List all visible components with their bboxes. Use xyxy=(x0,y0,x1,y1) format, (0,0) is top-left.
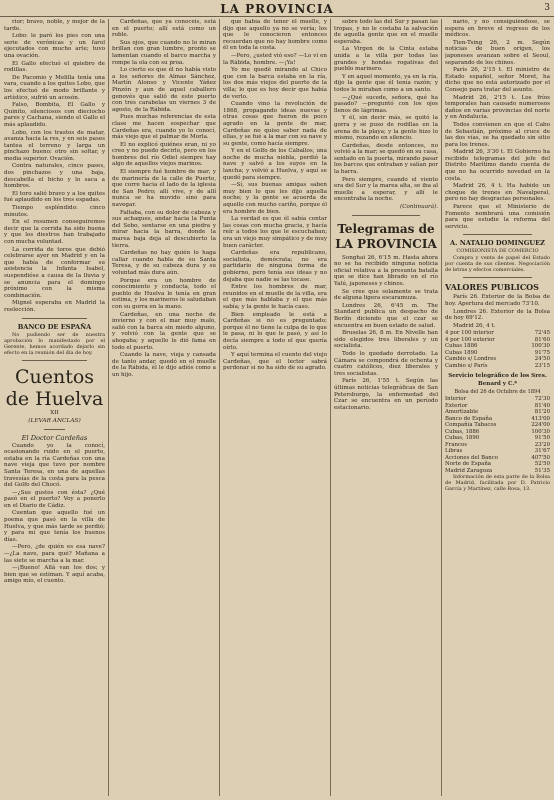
telegram: Se cree que solamente se trata de alguna ligera escaramuza. xyxy=(334,288,438,302)
service-heading: Servicio telegráfico de los Sres. Benard y C.ª xyxy=(448,373,547,388)
paragraph: De Pacomio y Melilla tenía una vara, cuando a los quites Lobo, que los efectuó de modo brillante y artístico, sufrió un acosón. xyxy=(4,74,105,101)
paragraph: nario, y no consiguiéndose, se espera en breve el regreso de los médicos. xyxy=(445,19,550,39)
row-label: Cambio s/ Londres xyxy=(445,356,497,363)
row-label: Banco de España xyxy=(445,415,493,422)
paragraph: El toro salió bravo y a los quites fué aplaudido en los tres espadas. xyxy=(4,190,105,204)
row-value: 81'60 xyxy=(534,336,550,343)
page-number: 3 xyxy=(544,3,550,13)
paragraph: Todos convienen en que el Cabo de Sebastián, próximo al cruce de las dos vías, se ha quedado sin sitio para los trenes. xyxy=(445,121,550,148)
telegram: Londres 26, 6'45 m. The Standard publica un despacho de Berlín diciendo que el czar se encuentra en buen estado de salud. xyxy=(334,302,438,329)
row-value: 407'50 xyxy=(531,454,550,461)
telegram: Bruselas 26, 8 m. En Nivelle han sido elegidos tres liberales y un socialista. xyxy=(334,330,438,350)
telegram: Songhai 26, 6'15 m. Hasta ahora no se ha recibido ninguna noticia oficial relativa a la presunta batalla que se dice han librado en el río Yalú, japoneses y chinos. xyxy=(334,254,438,287)
paragraph: Y aquí termina el cuento del viejo Cardeñas, que el lector sabrá perdonar si no ha sido de su agrado. xyxy=(223,352,327,372)
row-label: Interior xyxy=(445,396,467,403)
section-subtitle: (LEVAR ANCLAS) xyxy=(28,417,81,424)
row-value: 31'67 xyxy=(534,448,550,455)
separator xyxy=(463,277,532,278)
paragraph: La corrida de toros que debió celebrarse ayer en Madrid y en la que había de conformar su asistencia la Infanta Isabel, suspendióse a causa de la lluvia y se anuncia para el domingo próximo con la misma combinación. xyxy=(4,246,105,299)
column-2 xyxy=(112,19,216,796)
row-value: 24'50 xyxy=(534,356,550,363)
paragraph: Y él, sin decir más, se quitó la gorra y se puso de rodillas en la arena de la playa; y la gente hizo lo mismo, rezando en silencio. xyxy=(334,115,438,142)
paragraph: Madrid 26, 3'30 t. El Gobierno ha recibido telegramas del jefe del Distrito Marítimo dando cuenta de que no ha ocurrido novedad en la costa. xyxy=(445,149,550,182)
row-value: 72'45 xyxy=(534,330,550,337)
paragraph: —¿Sus gustos con ésta? ¿Qué pasó en el puerto? Voy a ponerlo en el Diario de Cádiz. xyxy=(4,489,105,509)
row-label: 4 por 100 exterior xyxy=(445,336,495,343)
paragraph: Cuando vino la revolución de 1868, propagando ideas nuevas y otras cosas que fueron de poco agrado en la gente de mar, Cardeñas no quiso saber nada de ellas, y se fué a la mar con su nave y su gente, como hacía siempre. xyxy=(223,101,327,147)
paragraph: La verdad es que él sabía contar las cosas con mucha gracia, y hacía reír a todos los que le escuchaban; era un viejo muy simpático y de muy buen carácter. xyxy=(223,216,327,249)
paragraph: Madrid 26, 4 t. Ha habido un choque de trenes en Navalperal, pero no hay desgracias personales. xyxy=(445,183,550,203)
paragraph: Contra naturales, cinco pases, dos pinchazos y una baja, descabella el bicho y lo saca a hombros. xyxy=(4,163,105,190)
paragraph: sobre todo las del Sur y pasan las tropas, y no le costaba la salvación de aquella gente que en el muelle esperaba. xyxy=(334,19,438,45)
telegram: París 26, 1'55 t. Según las últimas noticias telegráficas de San Petersburgo, la enfermedad del Czar se encuentra en un período estacionario. xyxy=(334,378,438,411)
banco-notice: No pudiendo ser de nuestra aprobación lo manifestado por el Gerente, hemos acordado dejarlo sin efecto en la reunión del día de hoy. xyxy=(4,331,105,356)
advert-title: A. NATALIO DOMINGUEZ xyxy=(449,239,545,248)
row-label: Amortizable xyxy=(445,409,479,416)
separator xyxy=(44,429,65,430)
masthead xyxy=(0,0,554,17)
paragraph: Lobo, con los trastos de matar, avanza hacia la res, y en seis pases tantea el terreno y larga un pinchazo bueno; otro sin soltar, y media superior. Ovación. xyxy=(4,129,105,162)
paragraph: Sus ojos, que cuando no lo miran brillan con gran lumbre, pronto se lamentan cuando el barco marcha y rompe la ola con su proa. xyxy=(112,39,216,66)
section-title-cuentos: Cuentos de Huelva xyxy=(5,365,104,410)
row-label: Cubas 1890 xyxy=(445,349,478,356)
column-rule xyxy=(108,19,109,796)
service-table xyxy=(445,396,550,474)
paragraph: Tien-Tsing 26, 2 m. Según noticias de buen origen, los japoneses avanzan sobre el Seoul, separando de los chinos. xyxy=(445,39,550,66)
paragraph: Lobo: le paró los pies con una serie de verónicas y un farol ejecutados con mucho arte; tuvo una ovación. xyxy=(4,33,105,59)
row-value: 23'20 xyxy=(534,441,550,448)
row-value: 224'00 xyxy=(531,422,550,429)
paragraph: Cardeñas, desde entonces, no volvió a la mar; se quedó en su casa, sentado en la puerta, mirando pasar los barcos que entraban y salían por la barra. xyxy=(334,142,438,176)
column-rule xyxy=(330,19,331,796)
column-3 xyxy=(223,19,327,796)
paragraph: El Gallo efectuó el quiebro de rodillas. xyxy=(4,60,105,74)
row-label: Madrid Zaragoza xyxy=(445,467,493,474)
separator xyxy=(463,234,532,235)
column-rule xyxy=(219,19,220,796)
row-value: 91'75 xyxy=(534,349,550,356)
paragraph: Madrid 26, 2'15 t. Los fríos temporales han causado numerosos daños en varias provincias del norte y en Andalucía. xyxy=(445,94,550,121)
paragraph: —Pero, ¿usted vió eso? —Lo vi en la Rábida, hombre. —¡Ya! xyxy=(223,52,327,66)
continued-note: (Continuará). xyxy=(400,204,438,211)
author-line: El Doctor Cardeñas xyxy=(21,433,88,442)
paragraph: —¡Bueno! Allá van los dos; y bien que se estiman. Y aquí acaba, amigo mío, el cuento. xyxy=(4,565,105,585)
column-4 xyxy=(334,19,438,796)
paragraph: Falso, Bombita, El Gallo y Quinito, silenciosos con dieciocho pares y Cachana, siendo el Gallo el más aplaudido. xyxy=(4,102,105,128)
service-subtitle: Bolsa del 26 de Octubre de 1894 xyxy=(454,389,541,396)
row-value: 81'40 xyxy=(534,402,550,409)
row-label: 4 por 100 interior xyxy=(445,330,494,337)
paragraph: Parece que el Ministerio de Fomento nombrará una comisión para que estudie la reforma del servicio. xyxy=(445,204,550,230)
paragraph: —Pero, ¿de quién es esa nave? —¿La nave, para qué? Mañana a las siete se marcha a la mar. xyxy=(4,544,105,564)
paragraph: Cuando la nave, vieja y cansada de tanto andar, quedó en el muelle de la Rábida, él le dijo adiós como a un hijo. xyxy=(112,352,216,378)
row-label: Cubas, 1890 xyxy=(445,435,480,442)
paragraph: Cuando yo la conocí, ocasionando ruido en el puerto, estaba en la ría Cardeñas con una nave vieja que tuvo por nombre Santa Teresa, en una de aquellas travesías de la costa para la pesca del Golfo del Chocó. xyxy=(4,442,105,489)
row-label: Cubas 1886 xyxy=(445,343,478,350)
paragraph: Yo me quedé mirando al Chico que con la barca estaba en la ría, los dos más viejos del puerto de la villa; lo que es hoy decir que había de verlo. xyxy=(223,67,327,100)
paragraph: Pues muchas referencias de esta clase me hacen sospechar que Cardeñas era, cuando yo lo conocí, más viejo que el palmar de Morla. xyxy=(112,114,216,141)
row-value: 413'00 xyxy=(531,415,550,422)
paragraph: Bien empleado le está a Cardeñas si no es preguntado; porque él no tiene la culpa de lo que le pasa, ni lo que le pasó, y así lo decía siempre a todo el que quería oírlo. xyxy=(223,311,327,351)
paragraph: El siempre fué hombre de mar; y de marinería de la calle de Puerto, que corre hacia el lado de la iglesia de San Pedro; allí vive, y de allí nunca se ha movido sino para navegar. xyxy=(112,169,216,209)
separator xyxy=(22,318,87,319)
row-label: Norte de España xyxy=(445,461,492,468)
row-label: Acciones del Banco xyxy=(445,454,499,461)
row-value: 100'30 xyxy=(531,428,550,435)
row-value: 81'20 xyxy=(534,409,550,416)
paragraph: Cardeñas, en una noche de invierno y con el mar muy malo, salió con la barca sin miedo alguno, y volvió con la gente que se ahogaba; y aquello le dió fama en todo el puerto. xyxy=(112,311,216,351)
paragraph: La Virgen de la Cinta estaba unida a la villa por todas las grandes y hondas rogativas del pueblo marinero. xyxy=(334,46,438,73)
paragraph: El no explicó quiénes eran, ni yo creo y no puedo decirlo, pero en los hombres del río Odiel siempre hay algo de aquellos viejos marinos. xyxy=(112,141,216,168)
row-label: Francos xyxy=(445,441,468,448)
column-5 xyxy=(445,19,550,796)
paragraph: Cardeñas no hay quién lo haga callar cuando habla de su Santa Teresa, y de su cabeza dura y su voluntad más dura aún. xyxy=(112,250,216,276)
paragraph: En el resumen conseguiremos decir que la corrida ha sido buena y que los diestros han trabajado con mucha voluntad. xyxy=(4,219,105,245)
separator xyxy=(22,360,87,361)
paragraph: —¿Qué sucede, señora, qué ha pasado? —preguntó con los ojos llenos de lágrimas. xyxy=(334,94,438,114)
paragraph: Lo cierto es que él no había visto a los señores de Almas Sánchez, Martín Alonso y Vicente Yáñez Pinzón y aun de aquel caballero genovés que salió de este puerto con tres carabelas un viernes 3 de agosto, de la Rábida. xyxy=(112,67,216,113)
telegram: Todo lo quedado derrotado. La Cámara se compondrá de ochenta y cuatro católicos, diez liberales y tres socialistas. xyxy=(334,350,438,377)
row-label: Cubas, 1886 xyxy=(445,428,480,435)
paragraph: Cardeñas, que ya conocéis, está en el puerto; allí está como un roble. xyxy=(112,19,216,39)
paragraph: Faltaba, con su dolor de cabeza y sus achaques, andar hacia la Punta del Sebo, sentarse en una piedra y mirar hacia la barra, donde la marea baja deja al descubierto la tierra. xyxy=(112,209,216,249)
paragraph: Y en el Golfo de los Caballos, una noche de mucha niebla, perdió la nave y salvó a los suyos en la lancha; y volvió a Huelva, y aquí se quedó para siempre. xyxy=(223,148,327,181)
row-value: 51'35 xyxy=(534,467,550,474)
paragraph: —Sí, sus buenas amigas saben muy bien lo que les dijo aquella noche; y la gente se acuerda de aquello con mucho cariño, porque él era hombre de bien. xyxy=(223,182,327,215)
separator xyxy=(352,215,420,216)
valores-line: Londres 26. Exterior de la Bolsa de hoy 69'12. xyxy=(445,308,550,322)
column-rule xyxy=(441,19,442,796)
paragraph: que había de tener el muelle, y dijo que aquello ya no se vería; los que le conocieron entonces recuerdan que no hay hombre como él en toda la costa. xyxy=(223,19,327,52)
paragraph: Cuentan que aquello fué un poema que pasó en la villa de Huelva, y que más tarde se perdió; y para mí que tenía los buenos días. xyxy=(4,510,105,543)
valores-table xyxy=(445,330,550,369)
row-value: 72'30 xyxy=(534,396,550,403)
newspaper-title: LA PROVINCIA xyxy=(220,2,334,16)
valores-line: Madrid 26, 4 t. xyxy=(453,322,496,329)
section-number: XII xyxy=(50,409,59,416)
row-value: 100'30 xyxy=(531,343,550,350)
advert-subtitle: COMISIONISTA DE COMERCIO xyxy=(456,248,539,255)
valores-line: París 26. Exterior de la Bolsa de hoy. Apertura del mercado 73'10. xyxy=(445,294,550,307)
paragraph: Pero siempre, cuando el viento era del Sur y la marea alta, se iba al muelle a esperar, y allí le encontraba la noche. xyxy=(334,176,438,203)
row-value: 91'50 xyxy=(534,435,550,442)
service-note: Información de esta parte de la Bolsa de Madrid, facilitada por D. Patricio García y Martínez, calle Rosa, 13. xyxy=(445,474,550,493)
paragraph: Tiempo espléndido: cinco minutos. xyxy=(4,205,105,218)
row-label: Libras xyxy=(445,448,463,455)
row-label: Exterior xyxy=(445,402,468,409)
row-label: Cambio s/ París xyxy=(445,362,488,369)
banco-heading: BANCO DE ESPAÑA xyxy=(17,322,92,331)
row-value: 23'15 xyxy=(534,362,550,369)
table-row xyxy=(445,363,550,370)
row-label: Compañía Tabacos xyxy=(445,422,497,429)
column-1 xyxy=(4,19,105,796)
telegrams-heading: Telegramas de LA PROVINCIA xyxy=(335,221,437,251)
paragraph: rior; bravo, noble, y mejor de la tarde. xyxy=(4,19,105,32)
paragraph: Cardeñas era republicano, socialista, demócrata; no era partidario de ninguna forma de gobierno, pero tenía sus ideas y no dejaba que nadie se las tocase. xyxy=(223,250,327,283)
advert-text: Compra y venta de papel del Estado por cuenta de sus clientes. Negociación de letras y efectos comerciales. xyxy=(445,255,550,274)
paragraph: Y en aquel momento, ya en la ría, dijo la gente que él tenía razón; y todos le miraban como a un santo. xyxy=(334,73,438,93)
valores-heading: VALORES PUBLICOS xyxy=(445,282,539,293)
paragraph: Entre los hombres de mar, reunidos en el muelle de la villa, era el que más hablaba y el que más sabía; y la gente le hacía caso. xyxy=(223,284,327,310)
paragraph: Mignel esperaba en Madrid la reelección. xyxy=(4,300,105,313)
row-value: 52'50 xyxy=(534,461,550,468)
paragraph: Porque era un hombre de conocimiento y conducta, todo el pueblo de Huelva le tenía en gran estima, y los marineros le saludaban con su gorra en la mano. xyxy=(112,277,216,310)
paragraph: París 26, 2'15 t. El ministro de Estado español, señor Moret, ha dicho que no está autorizado por el Consejo para tratar del asunto. xyxy=(445,67,550,93)
